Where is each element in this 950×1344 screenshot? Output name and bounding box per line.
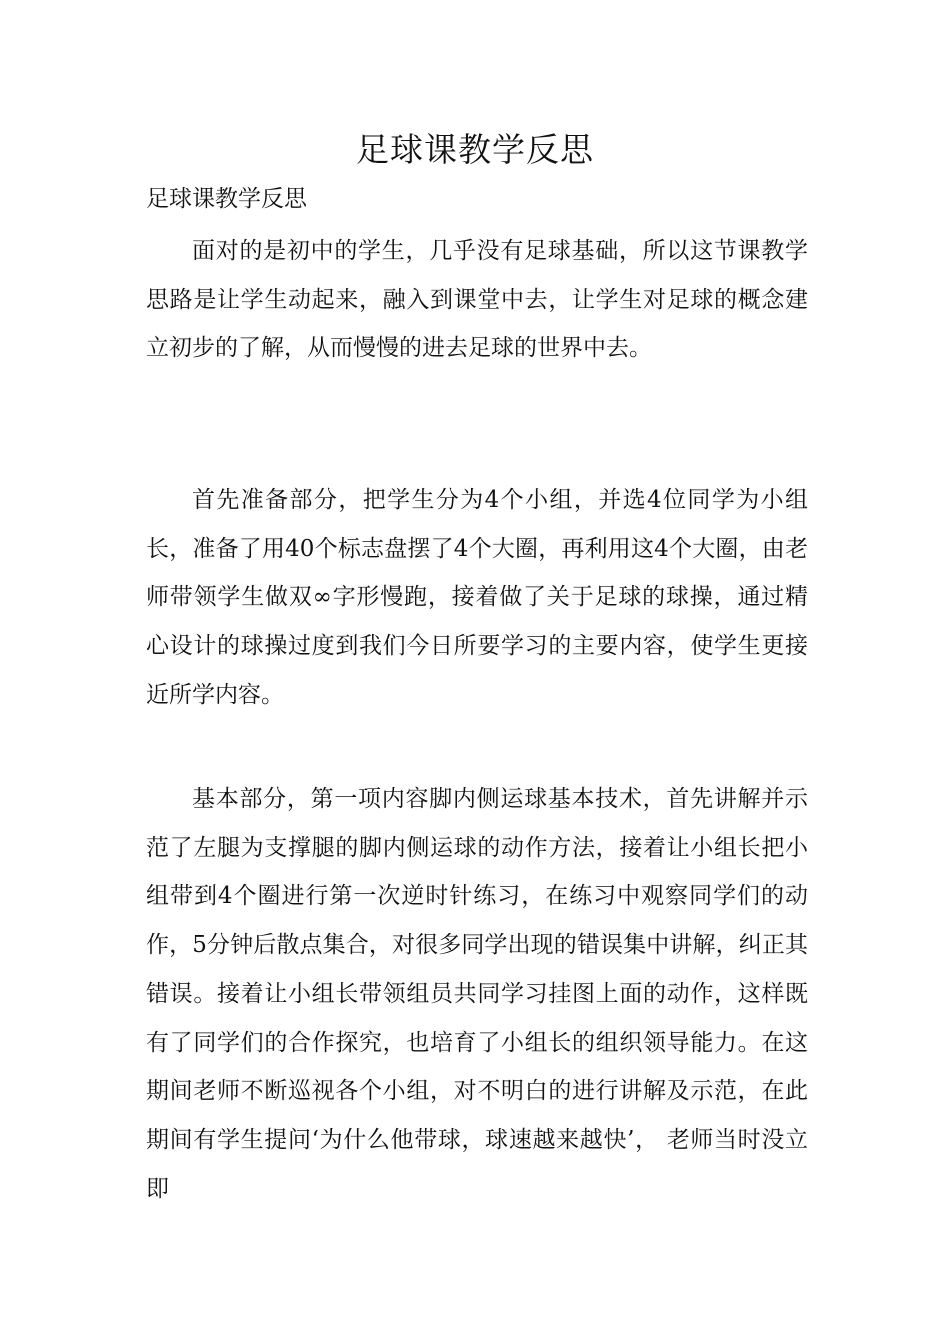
document-subtitle: 足球课教学反思 [146, 186, 307, 212]
paragraph-preparation: 首先准备部分，把学生分为4个小组，并选4位同学为小组长，准备了用40个标志盘摆了4个大圈，再利用这4个大圈，由老师带领学生做双∞字形慢跑，接着做了关于足球的球操，通过精心设计的球操过度到我们今日所要学习的主要内容，使学生更接近所学内容。 [146, 487, 808, 708]
document-title: 足球课教学反思 [356, 130, 594, 169]
paragraph-intro: 面对的是初中的学生，几乎没有足球基础，所以这节课教学思路是让学生动起来，融入到课堂中去，让学生对足球的概念建立初步的了解，从而慢慢的进去足球的世界中去。 [146, 238, 808, 362]
paragraph-basic-part: 基本部分，第一项内容脚内侧运球基本技术，首先讲解并示范了左腿为支撑腿的脚内侧运球的动作方法，接着让小组长把小组带到4个圈进行第一次逆时针练习，在练习中观察同学们的动作，5分钟后散点集合，对很多同学出现的错误集中讲解，纠正其错误。接着让小组长带领组员共同学习挂图上面的动作，这样既有了同学们的合作探究，也培育了小组长的组织领导能力。在这期间老师不断巡视各个小组，对不明白的进行讲解及示范，在此期间有学生提问‘为什么他带球，球速越来越快’， 老师当时没立即 [146, 786, 808, 1202]
